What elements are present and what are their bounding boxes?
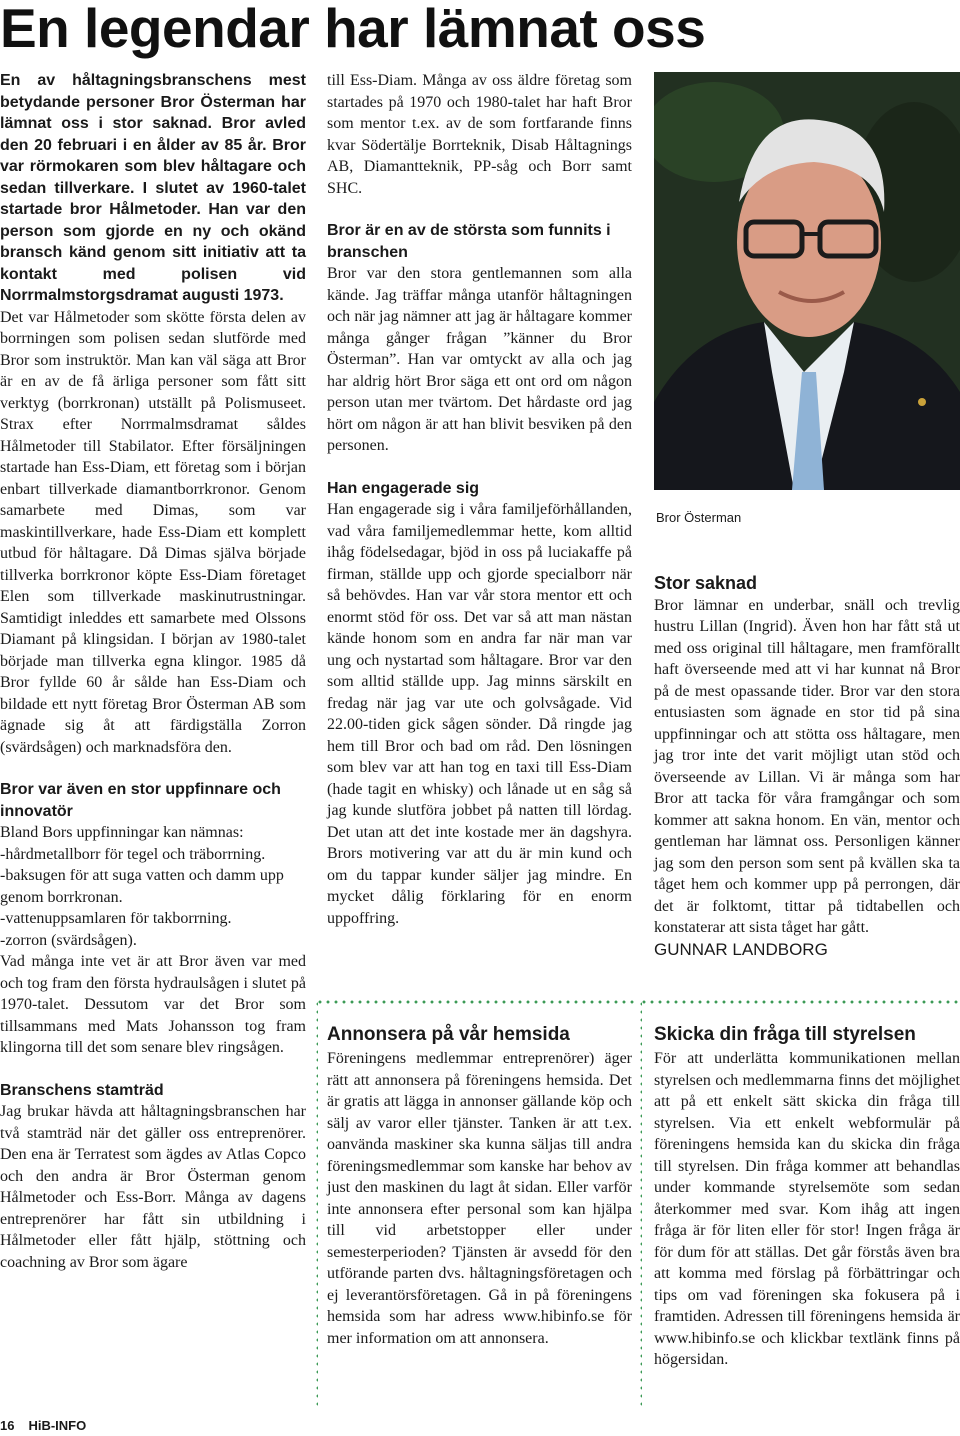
- page-folio: [0, 1418, 100, 1433]
- dotted-rule-left: [316, 1000, 318, 1408]
- list-item: -zorron (svärdsågen).: [0, 931, 137, 949]
- body-paragraph: Bror lämnar en underbar, snäll och trevlig hustru Lillan (Ingrid). Även hon har fått stå ut med oss original till håltagare, men framförallt haft överseende med att vi har kunnat nå Bror på de mest opassande tider. Bror var den stora entusiasten som ägnade en stor tid på sina uppfinningar och att stötta oss håltagare, men jag tror inte det varit möjligt utan stöd och överseende av Lillan. Vi är många som har Bror att tacka för våra framgångar och som kommer att sakna honom. En vän, mentor och gentleman har lämnat oss. Personligen känner jag som den person som sent på kvällen ska ta tåget hem och kommer upp på perrongen, där det är folktomt, tittar på tidtabellen och konstaterar att sista tåget har gått.: [654, 596, 960, 936]
- column-3: [654, 573, 960, 961]
- lead-paragraph: En av håltagningsbranschens mest betydande personer Bror Österman har lämnat oss i stor saknad. Bror avled den 20 februari i en ålder av 85 år. Bror var rörmokaren som blev håltagare och sedan tillverkare. I slutet av 1960-talet startade bror Hålmetoder. Han var den person som gjorde en ny och okänd bransch känd genom sitt initiativ att ta kontakt med polisen vid Norrmalmstorgsdramat augusti 1973.: [0, 72, 306, 304]
- subheading-storsta: Bror är en av de största som funnits i branschen: [327, 222, 611, 261]
- body-paragraph: till Ess-Diam. Många av oss äldre företag som startades på 1970 och 1980-talet har haft Bror som mentor t.ex. av de som fortfarande finns kvar Södertälje Borrteknik, Disab Håltagnings AB, Diamantteknik, PP-såg och Borr samt SHC.: [327, 72, 632, 197]
- box-title-annonsera: Annonsera på vår hemsida: [327, 1024, 570, 1045]
- author-signature: GUNNAR LANDBORG: [654, 939, 828, 959]
- dotted-rule-right: [640, 1000, 642, 1408]
- box-body-annonsera: Föreningens medlemmar entreprenörer) äger rätt att annonsera på föreningens hemsida. Det är gratis att lägga in annonser gällande köp och sälj av varor eller tjänster. Tanken är att t.ex. oanvända maskiner ska kunna säljas till andra föreningsmedlemmar som kanske har behov av just den maskinen du lagt åt sidan. Eller varför inte annonsera efter personal som kan hjälpa till vid arbetstopper eller under semesterperioden? Tjänsten är avsedd för den utförande parten dvs. håltagningsföretagen och ej leverantörsföretagen. Gå in på föreningens hemsida som har adress www.hibinfo.se för mer information om att annonsera.: [327, 1050, 632, 1347]
- page-headline: En legendar har lämnat oss: [0, 0, 706, 59]
- body-paragraph: Bland Bors uppfinningar kan nämnas:: [0, 824, 244, 841]
- subheading-engagerade: Han engagerade sig: [327, 479, 480, 497]
- subheading-stor-saknad: Stor saknad: [654, 573, 758, 593]
- dotted-rule-box-2: [640, 1000, 960, 1004]
- dotted-rule-box-1: [316, 1000, 634, 1004]
- publication-name: HiB-INFO: [28, 1418, 87, 1433]
- body-paragraph: Jag brukar hävda att håltagningsbranschen har två stamträd när det gäller oss entreprenörer. Den ena är Terratest som ägdes av Atlas Copco och den andra är Bror Österman genom Hålmetoder och Ess-Borr. Många av dagens entreprenörer har fått sin utbildning i Hålmetoder eller fått hjälp, stöttning och coachning av Bror som ägare: [0, 1103, 306, 1271]
- portrait-illustration: [654, 72, 960, 490]
- page-number: 16: [0, 1418, 15, 1433]
- photo-caption: Bror Österman: [656, 510, 742, 525]
- body-paragraph: Bror var den stora gentlemannen som alla kände. Jag träffar många utanför håltagningen och när jag nämner att jag är håltagare kommer många gånger frågan ”känner du Bror Österman”. Han var omtyckt av alla och jag har aldrig hört Bror säga ett ont ord om någon person utan mer tvärtom. Det hårdaste ord jag hört om någon är att han blivit besviken på den personen.: [327, 265, 632, 454]
- box-body-fraga: För att underlätta kommunikationen mellan styrelsen och medlemmarna finns det möjlighet att på ett enkelt sätt skicka din fråga till styrelsen. Via ett enkelt webformulär på föreningens hemsida kan du skicka din fråga till styrelsen. Din fråga kommer att behandlas under kommande styrelsemöte som sedan återkommer med svar. Kom ihåg att ingen fråga är för liten eller för stor! Ingen fråga är för dum för att ställas. Det går förstås även bra att komma med förslag på förbättringar och tips om vad föreningen ska fokusera på i framtiden. Adressen till föreningens hemsida är www.hibinfo.se och klickbar textlänk finns på högersidan.: [654, 1050, 960, 1368]
- subheading-innovator: Bror var även en stor uppfinnare och innovatör: [0, 781, 281, 820]
- subheading-stamtrad: Branschens stamträd: [0, 1081, 164, 1099]
- column-2: [327, 70, 632, 929]
- body-paragraph: Han engagerade sig i våra familjeförhållanden, vad våra familjemedlemmar hette, kom alltid ihåg födelsedagar, bjöd in oss på luciakaffe på firman, ställde upp och gjorde specialborr när så behövdes. Han var vår stora mentor ett och enormt stöd för oss. Det var så att man nästan kände honom som en andra far när man var ung och nystartad som håltagare. Bror var den som alltid ställde upp. Jag minns särskilt en fredag när jag var ute och golvsågade. Vid 22.00-tiden gick sågen sönder. Då ringde jag hem till Bror och bad om råd. Den lösningen som blev var att han tog en taxi till Ess-Diam (hade tagit en whisky) och lånade ut en såg så jag kunde slutföra jobbet på natten till lördag. Det utan att det inte kostade mer än dagshyra. Brors motivering var att du är min kund och om du tappar kunder säljer jag mindre. En mycket dålig förklaring för en enorm uppoffring.: [327, 501, 632, 927]
- list-item: -hårdmetallborr för tegel och träborrning.: [0, 845, 266, 863]
- box-fraga: [654, 1022, 960, 1371]
- box-annonsera: [327, 1022, 632, 1349]
- list-item: -vattenuppsamlaren för takborrning.: [0, 910, 232, 927]
- body-paragraph: Vad många inte vet är att Bror även var med och tog fram den första hydraulsågen i slutet på 1970-talet. Dessutom var det Bror som tillsammans med Mats Johansson tog fram klingorna till det som senare blev ringsågen.: [0, 953, 306, 1056]
- portrait-photo: [654, 72, 960, 490]
- box-title-fraga: Skicka din fråga till styrelsen: [654, 1024, 916, 1045]
- body-paragraph: Det var Hålmetoder som skötte första delen av borrningen som polisen sedan slutförde med Bror som instruktör. Man kan väl säga att Bror är en av de få ärliga personer som fått sitt verktyg (borrkronan) utställt på Polismuseet. Strax efter Norrmalmsdramat såldes Hålmetoder till Stabilator. Efter försäljningen startade han Ess-Diam, ett företag som i början enbart tillverkade diamantborrkronor. Genom samarbete med Dimas, som var maskintillverkare, hade Ess-Diam ett komplett utbud för håltagare. Då Dimas själva började tillverka borrkronor köpte Ess-Diam företaget Elen som tillverkade maskinutrustningar. Samtidigt inleddes ett samarbete med Olssons Diamant på klingsidan. I början av 1980-talet började man tillverka egna klingor. 1985 då Bror fyllde 60 år sålde han Ess-Diam och bildade ett nytt företag Bror Österman AB som ägnade sig åt att färdigställa Zorron (svärdsågen) och marknadsföra den.: [0, 308, 306, 756]
- column-1: [0, 70, 306, 1273]
- list-item: -baksugen för att suga vatten och damm upp genom borrkronan.: [0, 867, 284, 906]
